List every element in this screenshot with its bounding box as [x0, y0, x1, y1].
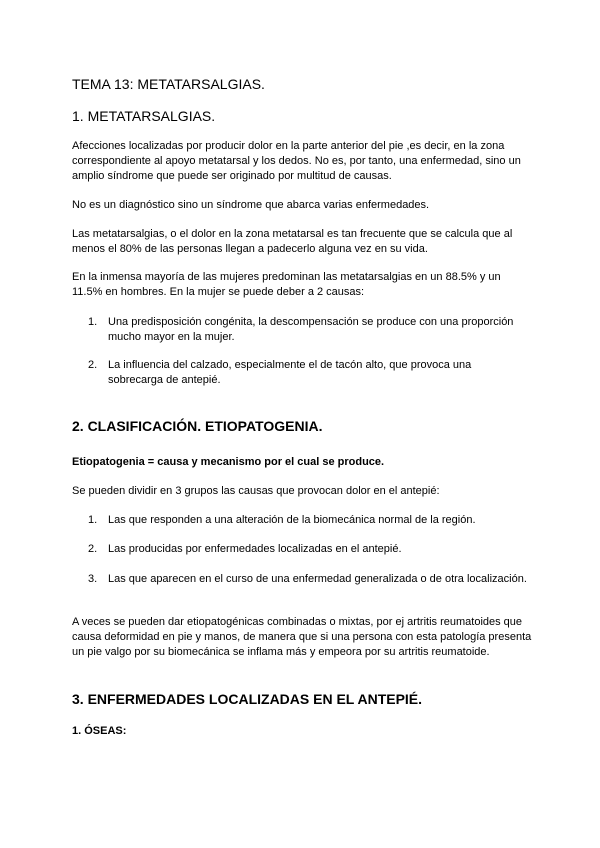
section-2-intro: Se pueden dividir en 3 grupos las causas que provocan dolor en el antepié: [72, 485, 440, 497]
section-3-subheading: 1. ÓSEAS: [72, 725, 127, 737]
section-1-paragraph-1: Afecciones localizadas por producir dolor en la parte anterior del pie ,es decir, en la zona correspondiente al apoyo metatarsal y los dedos. No es, por tanto, una enfermedad, sino un amplio síndrome que puede ser originado por multitud de causas. [72, 140, 521, 182]
list-item-text: Una predisposición congénita, la descompensación se produce con una proporción mucho mayor en la mujer. [108, 316, 514, 343]
document-title: TEMA 13: METATARSALGIAS. [72, 76, 265, 92]
section-2-heading: 2. CLASIFICACIÓN. ETIOPATOGENIA. [72, 418, 323, 434]
list-item-number: 1. [88, 514, 98, 526]
list-item-text: La influencia del calzado, especialmente el de tacón alto, que provoca una sobrecarga de antepié. [108, 359, 472, 386]
list-item-text: Las que responden a una alteración de la biomecánica normal de la región. [108, 514, 476, 526]
list-item [72, 572, 532, 587]
list-item-text: Las que aparecen en el curso de una enfermedad generalizada o de otra localización. [108, 573, 527, 585]
list-item-text: Las producidas por enfermedades localizadas en el antepié. [108, 543, 402, 555]
section-1-paragraph-4: En la inmensa mayoría de las mujeres predominan las metatarsalgias en un 88.5% y un 11.5% en hombres. En la mujer se puede deber a 2 causas: [72, 271, 501, 298]
list-item [72, 513, 532, 528]
list-item-number: 1. [88, 316, 98, 328]
section-1-paragraph-2: No es un diagnóstico sino un síndrome que abarca varias enfermedades. [72, 199, 430, 211]
list-item-number: 2. [88, 543, 98, 555]
list-item-number: 2. [88, 359, 98, 371]
section-1-heading: 1. METATARSALGIAS. [72, 108, 216, 124]
list-item [72, 542, 532, 557]
list-item-number: 3. [88, 573, 98, 585]
section-2-closing: A veces se pueden dar etiopatogénicas combinadas o mixtas, por ej artritis reumatoides que causa deformidad en pie y manos, de manera que si una persona con esta patología presenta un pie valgo por su biomecánica se inflama más y empeora por su artritis reumatoide. [72, 616, 532, 658]
section-1-paragraph-3: Las metatarsalgias, o el dolor en la zona metatarsal es tan frecuente que se calcula que al menos el 80% de las personas llegan a padecerlo alguna vez en su vida. [72, 228, 513, 255]
list-item [72, 358, 532, 388]
list-item [72, 315, 532, 345]
section-3-heading: 3. ENFERMEDADES LOCALIZADAS EN EL ANTEPIÉ. [72, 691, 423, 707]
etiopatogenia-definition: Etiopatogenia = causa y mecanismo por el cual se produce. [72, 456, 385, 468]
